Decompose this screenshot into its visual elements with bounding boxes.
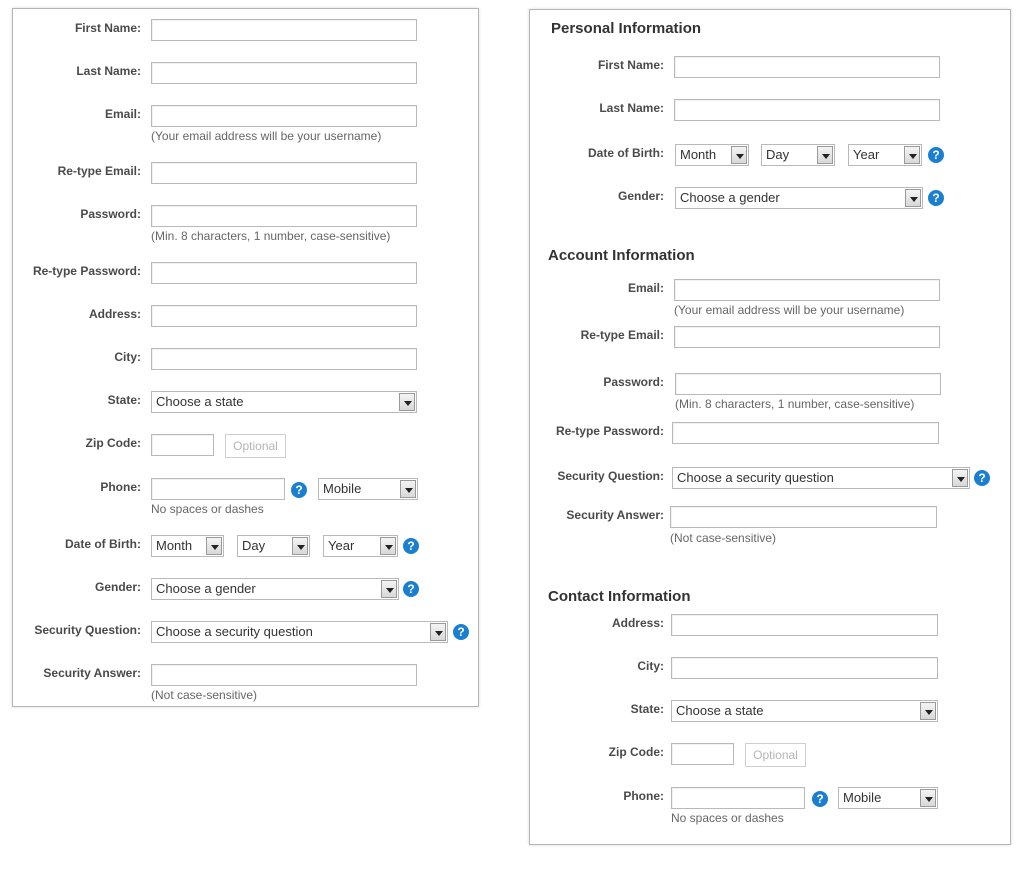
email-row [530,279,1010,317]
chevron-down-icon[interactable] [399,393,415,411]
retype-password-input[interactable] [672,422,939,444]
retype-email-row [530,326,1010,348]
city-row [530,657,1010,679]
security-question-label: Security Question: [34,623,141,637]
sectioned-signup-form [529,9,1011,845]
help-icon[interactable]: ? [928,190,944,206]
security-answer-hint: (Not case-sensitive) [670,531,777,545]
security-question-row [530,467,1010,489]
retype-email-label: Re-type Email: [57,164,141,178]
gender-select[interactable] [151,578,399,600]
last-name-input[interactable] [674,99,940,121]
gender-label: Gender: [94,580,141,594]
dob-row [530,144,1010,166]
security-question-row [13,621,478,643]
gender-select[interactable] [675,187,923,209]
security-answer-row [530,506,1010,545]
zip-input[interactable] [671,743,734,765]
first-name-label: First Name: [74,21,141,35]
password-hint: (Min. 8 characters, 1 number, case-sensitive) [151,229,391,243]
dob-month-value: Month [680,147,717,162]
chevron-down-icon[interactable] [904,146,920,164]
dob-year-value: Year [328,538,355,553]
dob-day-select[interactable] [237,535,310,557]
security-answer-hint: (Not case-sensitive) [151,688,258,702]
security-question-value: Choose a security question [677,470,834,485]
email-input[interactable] [674,279,940,301]
email-hint: (Your email address will be your username) [674,303,905,317]
state-select-value: Choose a state [156,394,244,409]
email-row [13,105,478,143]
state-label: State: [107,393,141,407]
last-name-row [13,62,478,84]
zip-optional-tag: Optional [225,434,286,458]
last-name-label: Last Name: [76,64,141,78]
account-info-heading: Account Information [548,247,695,264]
password-hint: (Min. 8 characters, 1 number, case-sensitive) [675,397,915,411]
address-label: Address: [88,307,141,321]
chevron-down-icon[interactable] [292,537,308,555]
zip-label: Zip Code: [608,745,664,759]
help-icon[interactable]: ? [403,581,419,597]
password-label: Password: [80,207,141,221]
personal-info-heading: Personal Information [551,20,702,37]
retype-password-row [530,422,1010,444]
address-row [13,305,478,327]
password-input[interactable] [151,205,417,227]
security-answer-row [13,664,478,702]
city-label: City: [637,659,664,673]
phone-type-select[interactable] [318,478,418,500]
chevron-down-icon[interactable] [920,702,936,720]
zip-row [13,434,478,456]
password-row [530,373,1010,411]
dob-year-value: Year [853,147,880,162]
retype-password-input[interactable] [151,262,417,284]
security-question-select[interactable] [151,621,448,643]
phone-type-value: Mobile [843,790,882,805]
dob-month-select[interactable] [675,144,749,166]
retype-email-input[interactable] [151,162,417,184]
chevron-down-icon[interactable] [430,623,446,641]
security-question-select[interactable] [672,467,970,489]
help-icon[interactable]: ? [974,470,990,486]
state-select[interactable] [671,700,938,722]
first-name-row [13,19,478,41]
phone-type-value: Mobile [323,481,362,496]
retype-password-label: Re-type Password: [555,424,664,438]
security-question-value: Choose a security question [156,624,313,639]
dob-year-select[interactable] [848,144,922,166]
phone-input[interactable] [151,478,285,500]
city-input[interactable] [671,657,938,679]
gender-row [530,187,1010,209]
email-label: Email: [627,281,664,295]
help-icon[interactable]: ? [403,538,419,554]
first-name-label: First Name: [597,58,664,72]
first-name-row [530,56,1010,78]
state-row [530,700,1010,722]
dob-label: Date of Birth: [65,537,141,551]
phone-row [530,787,1010,825]
dob-day-value: Day [766,147,790,162]
phone-label: Phone: [623,789,664,803]
phone-type-select[interactable] [838,787,938,809]
chevron-down-icon[interactable] [920,789,936,807]
password-input[interactable] [675,373,941,395]
security-question-label: Security Question: [557,469,664,483]
chevron-down-icon[interactable] [905,189,921,207]
email-label: Email: [104,107,141,121]
retype-email-label: Re-type Email: [580,328,664,342]
dob-label: Date of Birth: [588,146,664,160]
first-name-input[interactable] [674,56,940,78]
state-row [13,391,478,413]
zip-input[interactable] [151,434,214,456]
retype-email-row [13,162,478,184]
retype-password-row [13,262,478,284]
first-name-input[interactable] [151,19,417,41]
phone-input[interactable] [671,787,805,809]
email-hint: (Your email address will be your username) [151,129,382,143]
phone-hint: No spaces or dashes [671,811,784,825]
security-answer-input[interactable] [151,664,417,686]
state-select[interactable] [151,391,417,413]
zip-optional-tag: Optional [745,743,806,767]
help-icon[interactable]: ? [928,147,944,163]
last-name-input[interactable] [151,62,417,84]
gender-row [13,578,478,600]
address-input[interactable] [151,305,417,327]
dob-month-select[interactable] [151,535,224,557]
retype-email-input[interactable] [674,326,940,348]
help-icon[interactable]: ? [453,624,469,640]
chevron-down-icon[interactable] [817,146,833,164]
chevron-down-icon[interactable] [206,537,222,555]
chevron-down-icon[interactable] [952,469,968,487]
city-input[interactable] [151,348,417,370]
retype-password-label: Re-type Password: [32,264,141,278]
address-row [530,614,1010,636]
help-icon[interactable]: ? [812,791,828,807]
security-answer-label: Security Answer: [43,666,141,680]
phone-label: Phone: [100,480,141,494]
state-label: State: [630,702,664,716]
gender-value: Choose a gender [680,190,780,205]
chevron-down-icon[interactable] [731,146,747,164]
state-select-value: Choose a state [676,703,764,718]
gender-value: Choose a gender [156,581,256,596]
address-label: Address: [611,616,664,630]
gender-label: Gender: [617,189,664,203]
dob-month-value: Month [156,538,193,553]
email-input[interactable] [151,105,417,127]
dob-day-value: Day [242,538,266,553]
zip-row [530,743,1010,765]
password-row [13,205,478,243]
chevron-down-icon[interactable] [380,537,396,555]
security-answer-label: Security Answer: [566,508,664,522]
help-icon[interactable]: ? [291,482,307,498]
contact-info-heading: Contact Information [548,588,691,605]
zip-label: Zip Code: [85,436,141,450]
single-column-signup-form [12,8,479,707]
chevron-down-icon[interactable] [400,480,416,498]
dob-year-select[interactable] [323,535,398,557]
chevron-down-icon[interactable] [381,580,397,598]
city-row [13,348,478,370]
city-label: City: [114,350,141,364]
dob-day-select[interactable] [761,144,835,166]
phone-row [13,478,478,516]
dob-row [13,535,478,557]
security-answer-input[interactable] [670,506,937,528]
last-name-row [530,99,1010,121]
password-label: Password: [603,375,664,389]
address-input[interactable] [671,614,938,636]
phone-hint: No spaces or dashes [151,502,264,516]
last-name-label: Last Name: [599,101,664,115]
